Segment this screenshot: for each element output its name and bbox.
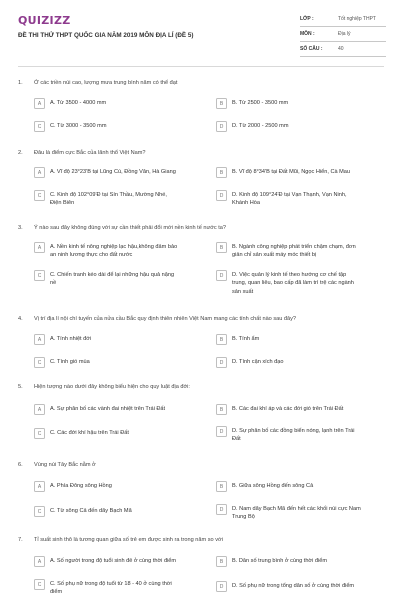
question-text: Vùng núi Tây Bắc nằm ở [34,462,96,468]
option-letter-badge: A [34,334,45,345]
option-letter-badge: B [216,98,227,109]
option-text: B. Dân số trung bình ở cùng thời điểm [232,558,328,564]
option-text: A. Số người trong độ tuổi sinh đẻ ở cùng thời điểm [50,558,177,564]
option-a[interactable] [34,167,180,178]
option-c[interactable] [34,190,180,208]
question-text: Ý nào sau đây không đúng với sự cần thiết phải đổi mới nền kinh tế nước ta? [34,225,227,231]
meta-label: MÔN : [300,31,315,37]
question-number: 4. [18,316,23,322]
question-number: 5. [18,384,23,390]
option-b[interactable] [216,167,362,178]
option-text: D. Tính cận xích đạo [232,359,284,365]
option-a[interactable] [34,242,180,260]
option-letter-badge: C [34,270,45,281]
question-3 [18,225,384,305]
option-c[interactable] [34,428,180,439]
meta-value: Tốt nghiệp THPT [338,16,376,22]
option-d[interactable] [216,357,362,368]
option-letter-badge: D [216,426,227,437]
option-text: D. Sự phân bố các đồng biển nóng, lạnh trên Trái Đất [232,428,355,443]
meta-row-class [300,12,386,27]
question-text: Hiện tượng nào dưới đây không biểu hiện cho quy luật địa đới: [34,384,190,390]
question-number: 3. [18,225,23,231]
meta-label: LỚP : [300,16,314,22]
option-letter-badge: D [216,190,227,201]
option-text: C. Tính gió mùa [50,359,90,365]
page-title: ĐỀ THI THỬ THPT QUỐC GIA NĂM 2019 MÔN ĐỊA LÍ (ĐỀ 5) [18,32,194,39]
option-text: A. Từ 3500 - 4000 mm [50,100,107,106]
option-a[interactable] [34,404,180,415]
option-c[interactable] [34,357,180,368]
option-letter-badge: A [34,481,45,492]
option-b[interactable] [216,404,362,415]
option-text: C. Số phụ nữ trong độ tuổi từ 18 - 40 ở cùng thời điểm [50,581,172,596]
question-2 [18,150,384,215]
option-letter-badge: B [216,242,227,253]
option-text: C. Chiến tranh kéo dài để lại những hậu quả nặng nề [50,272,175,287]
option-text: B. Các đai khí áp và các đới gió trên Trái Đất [232,406,344,412]
option-c[interactable] [34,579,180,597]
meta-table [300,12,386,57]
question-5 [18,384,384,449]
option-text: B. Từ 2500 - 3500 mm [232,100,289,106]
option-letter-badge: D [216,270,227,281]
option-c[interactable] [34,506,180,517]
option-d[interactable] [216,504,362,522]
option-b[interactable] [216,556,362,567]
option-text: D. Việc quản lý kinh tế theo hướng cơ chế tập trung, quan liêu, bao cấp đã làm trì trệ các ngành sản xuất [232,272,354,295]
option-text: D. Nam dãy Bạch Mã đến hết các khối núi cực Nam Trung Bộ [232,506,361,521]
option-d[interactable] [216,121,362,132]
option-letter-badge: A [34,242,45,253]
option-text: D. Từ 2000 - 2500 mm [232,123,289,129]
option-letter-badge: C [34,121,45,132]
question-number: 7. [18,537,23,543]
option-letter-badge: C [34,579,45,590]
option-letter-badge: C [34,428,45,439]
option-letter-badge: D [216,121,227,132]
option-text: A. Tính nhiệt đới [50,336,92,342]
option-text: A. Nền kinh tế nông nghiệp lạc hậu,không đảm bảo an ninh lương thực cho đất nước [50,244,178,259]
option-text: A. Vĩ độ 23°23'B tại Lũng Cú, Đồng Văn, Hà Giang [50,169,176,175]
question-text: Ở các triền núi cao, lượng mưa trung bình năm có thể đạt [34,80,178,86]
option-text: D. Kinh độ 109°24'Đ tại Vạn Thạnh, Vạn Ninh, Khánh Hòa [232,192,347,207]
option-text: C. Các đới khí hậu trên Trái Đất [50,430,129,436]
question-4 [18,316,384,376]
option-b[interactable] [216,242,362,260]
option-text: B. Ngành công nghiệp phát triển chậm chạm, đơn giản chỉ sản xuất máy móc thiết bị [232,244,356,259]
question-number: 1. [18,80,23,86]
option-c[interactable] [34,121,180,132]
option-text: D. Số phụ nữ trong tổng dân số ở cùng thời điểm [232,583,355,589]
header-divider [18,66,384,67]
option-text: A. Sự phân bố các vành đai nhiệt trên Trái Đất [50,406,166,412]
option-letter-badge: B [216,481,227,492]
option-letter-badge: A [34,404,45,415]
meta-row-subject [300,27,386,42]
option-b[interactable] [216,334,362,345]
option-text: A. Phía Đông sông Hồng [50,483,112,489]
option-a[interactable] [34,334,180,345]
meta-value: 40 [338,46,344,52]
option-a[interactable] [34,556,180,567]
option-letter-badge: B [216,167,227,178]
option-text: B. Tính ẩm [232,336,260,342]
option-d[interactable] [216,190,362,208]
option-letter-badge: B [216,334,227,345]
question-number: 2. [18,150,23,156]
option-letter-badge: C [34,506,45,517]
option-letter-badge: B [216,404,227,415]
option-letter-badge: D [216,357,227,368]
option-letter-badge: C [34,190,45,201]
quizizz-logo: QUIZIZZ [18,14,71,27]
meta-value: Địa lý [338,31,351,37]
option-b[interactable] [216,98,362,109]
document-header [0,0,400,66]
option-text: C. Kinh độ 102°09'Đ tại Sín Thầu, Mường Nhé, Điện Biên [50,192,167,207]
option-d[interactable] [216,270,362,296]
question-text: Đâu là điểm cực Bắc của lãnh thổ Việt Nam? [34,150,146,156]
question-7 [18,537,384,600]
option-letter-badge: C [34,357,45,368]
option-letter-badge: D [216,504,227,515]
option-letter-badge: A [34,98,45,109]
question-1 [18,80,384,140]
question-text: Tỉ suất sinh thô là tương quan giữa số trẻ em được sinh ra trong năm so với [34,537,223,543]
option-d[interactable] [216,426,362,444]
option-letter-badge: A [34,167,45,178]
option-letter-badge: B [216,556,227,567]
question-number: 6. [18,462,23,468]
option-a[interactable] [34,98,180,109]
option-letter-badge: A [34,556,45,567]
option-text: B. Vĩ độ 8°34'B tại Đất Mũi, Ngọc Hiển, Cà Mau [232,169,351,175]
meta-label: SỐ CÂU : [300,46,323,52]
option-letter-badge: D [216,581,227,592]
option-d[interactable] [216,581,362,592]
option-text: B. Giữa sông Hồng đến sông Cả [232,483,314,489]
question-6 [18,462,384,527]
meta-row-count [300,42,386,57]
option-text: C. Từ sông Cả đến dãy Bạch Mã [50,508,132,514]
option-text: C. Từ 3000 - 3500 mm [50,123,107,129]
option-b[interactable] [216,481,362,492]
option-c[interactable] [34,270,180,288]
question-text: Vị trí địa lí nội chí tuyến của nửa cầu Bắc quy định thiên nhiên Việt Nam mang các tính chất nào sau đây? [34,316,297,322]
option-a[interactable] [34,481,180,492]
